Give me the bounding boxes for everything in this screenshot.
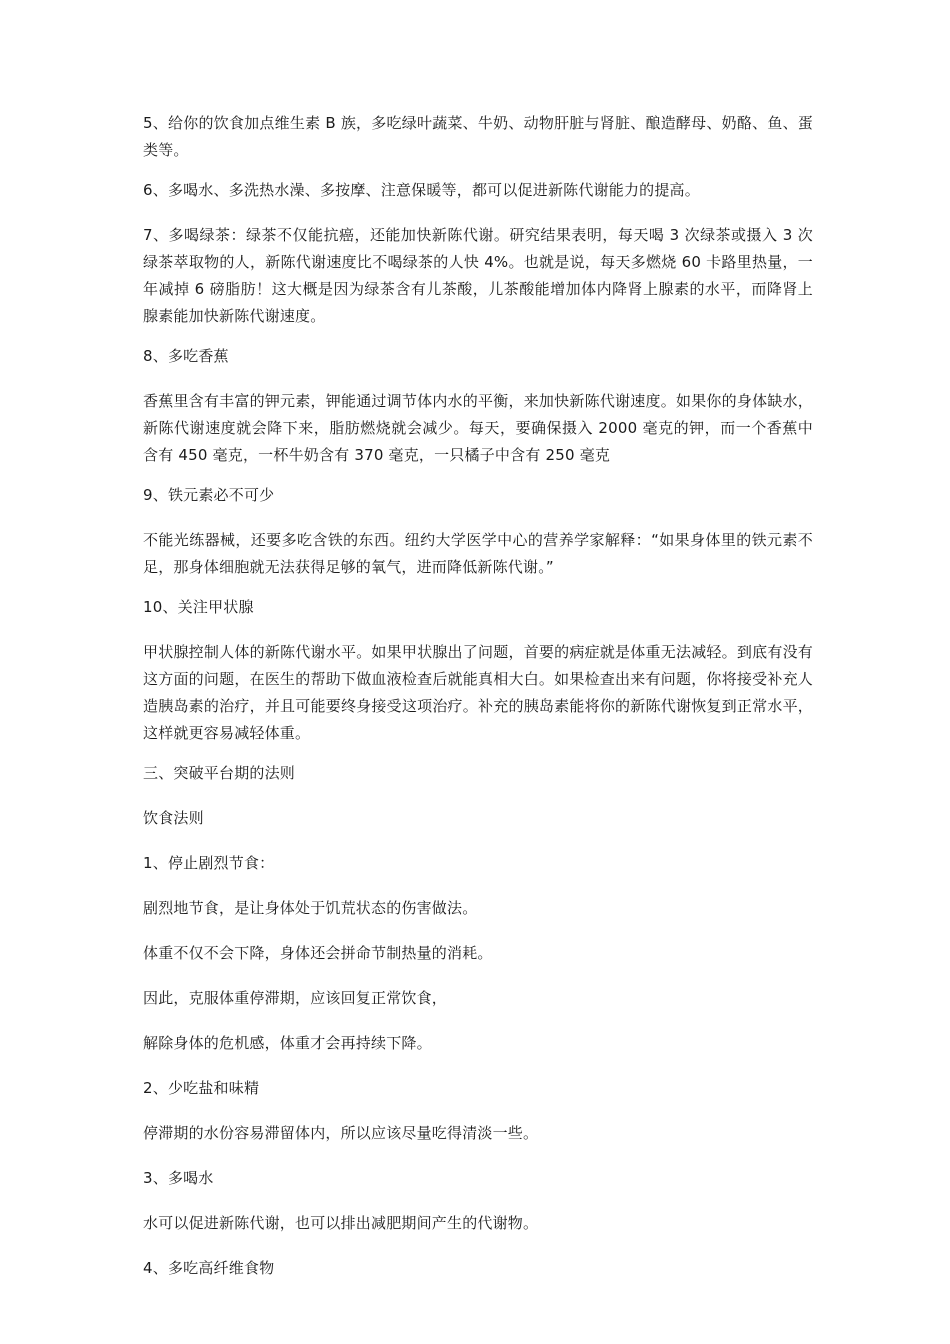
paragraph-iron: 不能光练器械，还要多吃含铁的东西。纽约大学医学中心的营养学家解释：“如果身体里的铁元素不足，那身体细胞就无法获得足够的氧气，进而降低新陈代谢。” <box>143 531 813 576</box>
rule-drink-water: 3、多喝水 <box>143 1169 214 1187</box>
text-line: 停滞期的水份容易滞留体内，所以应该尽量吃得清淡一些。 <box>143 1124 539 1142</box>
section-heading-plateau: 三、突破平台期的法则 <box>143 764 296 782</box>
paragraph-banana: 香蕉里含有丰富的钾元素，钾能通过调节体内水的平衡，来加快新陈代谢速度。如果你的身体缺水，新陈代谢速度就会降下来，脂肪燃烧就会减少。每天，要确保摄入 2000 毫克的钾，而一个香蕉中含有 450 毫克，一杯牛奶含有 370 毫克，一只橘子中含有 250 毫克 <box>143 392 813 464</box>
paragraph-water-bath: 6、多喝水、多洗热水澡、多按摩、注意保暖等，都可以促进新陈代谢能力的提高。 <box>143 181 700 199</box>
text-line: 水可以促进新陈代谢，也可以排出减肥期间产生的代谢物。 <box>143 1214 539 1232</box>
rule-stop-dieting: 1、停止剧烈节食： <box>143 854 275 872</box>
text-line: 剧烈地节食，是让身体处于饥荒状态的伤害做法。 <box>143 899 478 917</box>
text-line: 体重不仅不会下降，身体还会拼命节制热量的消耗。 <box>143 944 493 962</box>
heading-iron: 9、铁元素必不可少 <box>143 486 275 504</box>
heading-thyroid: 10、关注甲状腺 <box>143 598 254 616</box>
rule-less-salt: 2、少吃盐和味精 <box>143 1079 260 1097</box>
subheading-diet-rules: 饮食法则 <box>143 809 204 827</box>
paragraph-vitamin-b: 5、给你的饮食加点维生素 B 族，多吃绿叶蔬菜、牛奶、动物肝脏与肾脏、酿造酵母、奶酪、鱼、蛋类等。 <box>143 114 813 159</box>
paragraph-green-tea: 7、多喝绿茶：绿茶不仅能抗癌，还能加快新陈代谢。研究结果表明，每天喝 3 次绿茶或摄入 3 次绿茶萃取物的人，新陈代谢速度比不喝绿茶的人快 4%。也就是说，每天多燃烧 60 卡路里热量，一年减掉 6 磅脂肪！这大概是因为绿茶含有儿茶酸，儿茶酸能增加体内降肾上腺素的水平，而降肾上腺素能加快新陈代谢速度。 <box>143 226 813 325</box>
document-body <box>143 110 813 1300</box>
text-line: 因此，克服体重停滞期，应该回复正常饮食， <box>143 989 448 1007</box>
text-line: 解除身体的危机感，体重才会再持续下降。 <box>143 1034 432 1052</box>
rule-high-fiber: 4、多吃高纤维食物 <box>143 1259 275 1277</box>
paragraph-thyroid: 甲状腺控制人体的新陈代谢水平。如果甲状腺出了问题，首要的病症就是体重无法减轻。到底有没有这方面的问题，在医生的帮助下做血液检查后就能真相大白。如果检查出来有问题，你将接受补充人造胰岛素的治疗，并且可能要终身接受这项治疗。补充的胰岛素能将你的新陈代谢恢复到正常水平，这样就更容易减轻体重。 <box>143 643 813 742</box>
heading-banana: 8、多吃香蕉 <box>143 347 229 365</box>
